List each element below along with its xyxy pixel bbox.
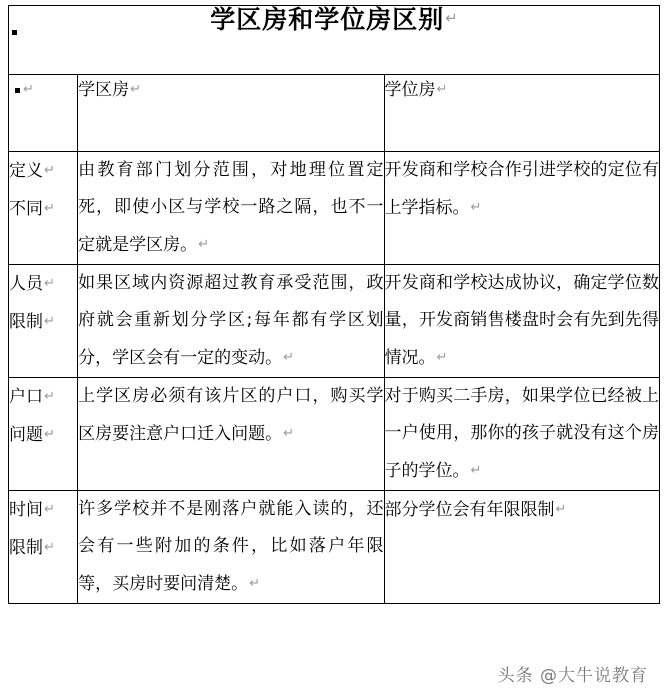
comparison-table bbox=[8, 5, 660, 604]
row-label-line bbox=[9, 265, 77, 303]
cell-text: 部分学位会有年限限制 bbox=[384, 500, 555, 520]
pilcrow-icon: ↵ bbox=[445, 9, 458, 27]
pilcrow-icon: ↵ bbox=[44, 314, 55, 329]
cell-text: 上学区房必须有该片区的户口，购买学区房要注意户口迁入问题。 bbox=[78, 386, 384, 444]
cell-paragraph bbox=[78, 378, 383, 453]
cell-text: 开发商和学校达成协议，确定学位数量，开发商销售楼盘时会有先到先得情况。 bbox=[384, 273, 659, 368]
pilcrow-icon: ↵ bbox=[44, 389, 55, 404]
row-label-text: 时间 bbox=[9, 500, 43, 520]
square-bullet-icon bbox=[15, 88, 20, 93]
column-header-label: 学区房 bbox=[78, 80, 130, 100]
cell-paragraph bbox=[385, 265, 659, 377]
row-label-line bbox=[9, 529, 77, 567]
page-title: 学区房和学位房区别 bbox=[210, 5, 445, 34]
row-content-xuequfang bbox=[78, 491, 384, 604]
cell-text: 许多学校并不是刚落户就能入读的，还会有一些附加的条件，比如落户年限等，买房时要问清楚。 bbox=[78, 499, 384, 594]
header-cell-xueweifang bbox=[384, 75, 659, 152]
row-label-line bbox=[9, 416, 77, 454]
row-label-text: 户口 bbox=[9, 387, 43, 407]
pilcrow-icon: ↵ bbox=[555, 502, 567, 517]
watermark-text: 头条 @大牛说教育 bbox=[497, 666, 648, 686]
pilcrow-icon: ↵ bbox=[470, 200, 482, 215]
pilcrow-icon: ↵ bbox=[44, 276, 55, 291]
pilcrow-icon: ↵ bbox=[470, 463, 482, 478]
row-content-xuequfang bbox=[78, 378, 384, 491]
row-content-xueweifang bbox=[384, 491, 659, 604]
pilcrow-icon: ↵ bbox=[44, 502, 55, 517]
row-content-xuequfang bbox=[78, 152, 384, 265]
cell-paragraph bbox=[78, 265, 383, 377]
document-title-cell bbox=[9, 6, 660, 75]
pilcrow-icon: ↵ bbox=[283, 350, 294, 365]
cell-paragraph bbox=[385, 491, 659, 529]
table-row bbox=[9, 491, 660, 604]
pilcrow-icon: ↵ bbox=[436, 82, 448, 97]
row-label-cell bbox=[9, 265, 78, 378]
header-cell-blank bbox=[9, 75, 78, 152]
table-row bbox=[9, 265, 660, 378]
pilcrow-icon: ↵ bbox=[283, 426, 294, 441]
pilcrow-icon: ↵ bbox=[249, 576, 260, 591]
row-label-line bbox=[9, 190, 77, 228]
row-content-xueweifang bbox=[384, 378, 659, 491]
table-row bbox=[9, 152, 660, 265]
row-label-text: 问题 bbox=[9, 425, 43, 445]
row-label-line bbox=[9, 303, 77, 341]
row-label-cell bbox=[9, 152, 78, 265]
pilcrow-icon: ↵ bbox=[198, 237, 209, 252]
pilcrow-icon: ↵ bbox=[130, 82, 141, 97]
pilcrow-icon: ↵ bbox=[44, 163, 55, 178]
cell-paragraph bbox=[78, 491, 383, 603]
cell-text: 如果区域内资源超过教育承受范围，政府就会重新划分学区;每年都有学区划分，学区会有一定的变动。 bbox=[78, 273, 384, 368]
row-content-xuequfang bbox=[78, 265, 384, 378]
pilcrow-icon: ↵ bbox=[44, 427, 55, 442]
row-label-line bbox=[9, 152, 77, 190]
pilcrow-icon: ↵ bbox=[44, 540, 55, 555]
table-row bbox=[9, 378, 660, 491]
row-label-cell bbox=[9, 378, 78, 491]
pilcrow-icon: ↵ bbox=[436, 350, 448, 365]
row-label-text: 限制 bbox=[9, 538, 43, 558]
row-label-cell bbox=[9, 491, 78, 604]
row-label-line bbox=[9, 378, 77, 416]
row-content-xueweifang bbox=[384, 152, 659, 265]
pilcrow-icon: ↵ bbox=[23, 82, 34, 97]
row-label-line bbox=[9, 491, 77, 529]
column-header-label: 学位房 bbox=[384, 80, 436, 100]
table-title-row bbox=[9, 6, 660, 75]
cell-paragraph bbox=[385, 378, 659, 490]
row-label-text: 人员 bbox=[9, 274, 43, 294]
row-label-text: 定义 bbox=[9, 161, 43, 181]
row-label-text: 限制 bbox=[9, 312, 43, 332]
cell-text: 开发商和学校合作引进学校的定位有上学指标。 bbox=[384, 160, 659, 218]
cell-text: 由教育部门划分范围，对地理位置定死，即使小区与学校一路之隔，也不一定就是学区房。 bbox=[78, 160, 384, 255]
header-cell-xuequfang bbox=[78, 75, 384, 152]
cell-text: 对于购买二手房，如果学位已经被上一户使用，那你的孩子就没有这个房子的学位。 bbox=[384, 386, 659, 481]
table-header-row bbox=[9, 75, 660, 152]
cell-paragraph bbox=[385, 152, 659, 227]
row-label-text: 不同 bbox=[9, 199, 43, 219]
cell-paragraph bbox=[78, 152, 383, 264]
pilcrow-icon: ↵ bbox=[44, 201, 55, 216]
row-content-xueweifang bbox=[384, 265, 659, 378]
